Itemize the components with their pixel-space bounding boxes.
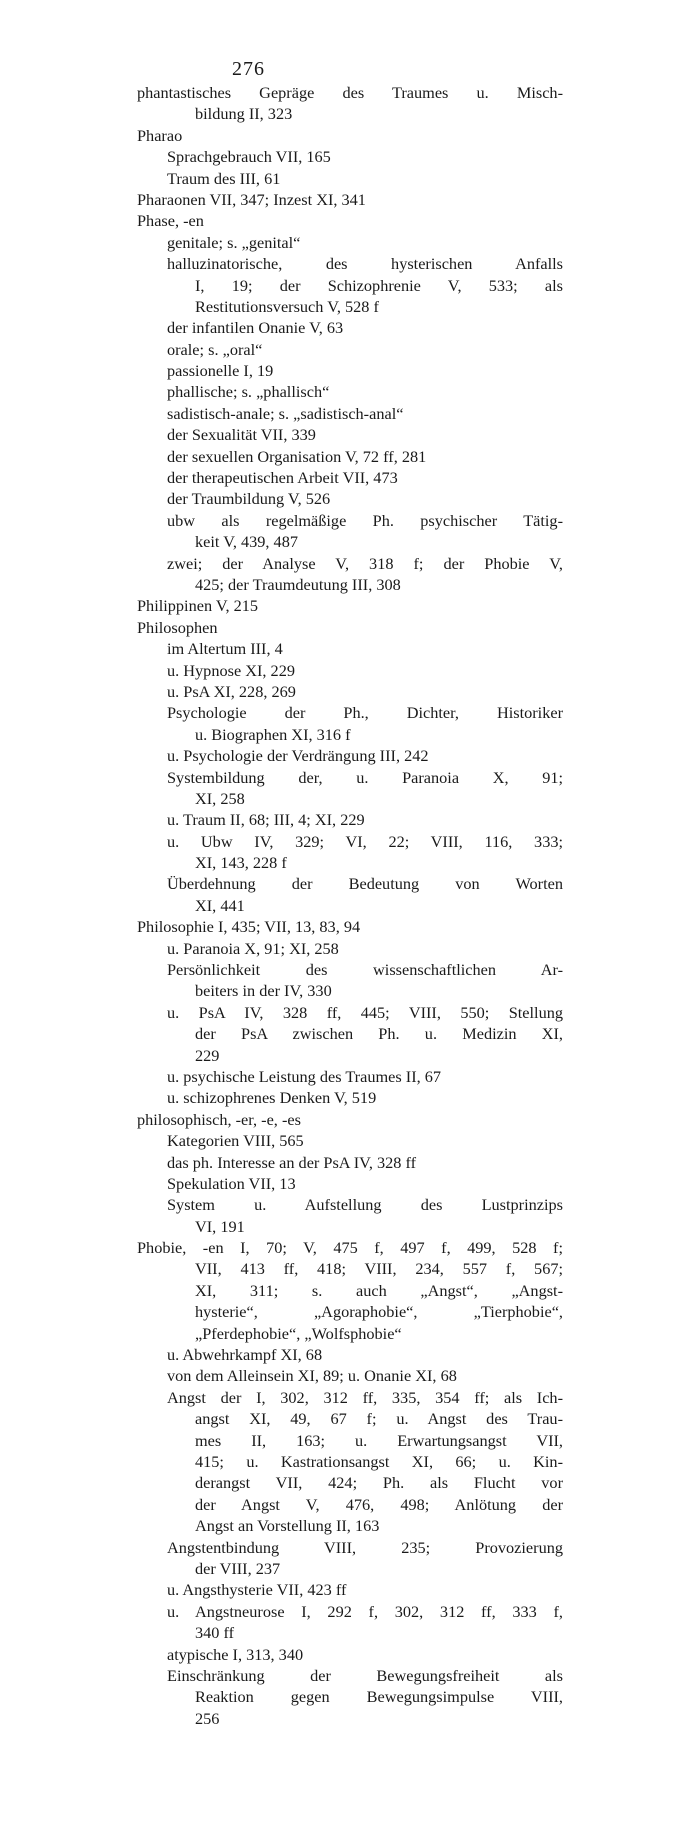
index-subentry: u. PsA IV, 328 ff, 445; VIII, 550; Stellung <box>167 1002 563 1022</box>
index-subentry: orale; s. „oral“ <box>167 339 263 359</box>
index-heading: Phase, -en <box>137 211 204 231</box>
index-continuation: keit V, 439, 487 <box>195 532 298 552</box>
index-continuation: Angst an Vorstellung II, 163 <box>195 1516 380 1536</box>
index-subentry: genitale; s. „genital“ <box>167 232 301 252</box>
index-subentry: phallische; s. „phallisch“ <box>167 382 330 402</box>
index-continuation: der VIII, 237 <box>195 1558 281 1578</box>
index-subentry: Systembildung der, u. Paranoia X, 91; <box>167 767 563 787</box>
index-heading: Philosophen <box>137 617 218 637</box>
index-subentry: u. psychische Leistung des Traumes II, 67 <box>167 1066 442 1086</box>
index-continuation: XI, 311; s. auch „Angst“, „Angst- <box>195 1280 563 1300</box>
index-continuation: 425; der Traumdeutung III, 308 <box>195 574 401 594</box>
index-subentry: der sexuellen Organisation V, 72 ff, 281 <box>167 446 427 466</box>
index-continuation: 340 ff <box>195 1623 235 1643</box>
index-subentry: u. Hypnose XI, 229 <box>167 660 295 680</box>
index-subentry: von dem Alleinsein XI, 89; u. Onanie XI, 68 <box>167 1366 457 1386</box>
index-subentry: Persönlichkeit des wissenschaftlichen Ar- <box>167 960 563 980</box>
page-number: 276 <box>232 58 265 80</box>
index-subentry: der Sexualität VII, 339 <box>167 425 316 445</box>
index-subentry: Spekulation VII, 13 <box>167 1173 296 1193</box>
index-subentry: der Traumbildung V, 526 <box>167 489 331 509</box>
index-continuation: „Pferdephobie“, „Wolfsphobie“ <box>195 1323 402 1343</box>
index-continuation: VII, 413 ff, 418; VIII, 234, 557 f, 567; <box>195 1259 563 1279</box>
index-heading: Pharao <box>137 125 183 145</box>
index-subentry: das ph. Interesse an der PsA IV, 328 ff <box>167 1152 417 1172</box>
index-subentry: Traum des III, 61 <box>167 168 281 188</box>
index-subentry: Angstentbindung VIII, 235; Provozierung <box>167 1537 563 1557</box>
index-entries <box>137 82 563 1729</box>
index-subentry: u. PsA XI, 228, 269 <box>167 681 296 701</box>
index-continuation: VI, 191 <box>195 1216 245 1236</box>
index-continuation: angst XI, 49, 67 f; u. Angst des Trau- <box>195 1409 563 1429</box>
index-subentry: u. Angstneurose I, 292 f, 302, 312 ff, 333 f, <box>167 1601 563 1621</box>
index-continuation: mes II, 163; u. Erwartungsangst VII, <box>195 1430 563 1450</box>
index-continuation: I, 19; der Schizophrenie V, 533; als <box>195 275 563 295</box>
index-continuation: u. Biographen XI, 316 f <box>195 724 351 744</box>
index-subentry: u. Abwehrkampf XI, 68 <box>167 1345 323 1365</box>
index-subentry: Überdehnung der Bedeutung von Worten <box>167 874 563 894</box>
index-subentry: halluzinatorische, des hysterischen Anfalls <box>167 254 563 274</box>
index-subentry: sadistisch-anale; s. „sadistisch-anal“ <box>167 403 404 423</box>
index-heading: Phobie, -en I, 70; V, 475 f, 497 f, 499, 528 f; <box>137 1238 563 1258</box>
index-subentry: im Altertum III, 4 <box>167 639 283 659</box>
index-subentry: System u. Aufstellung des Lustprinzips <box>167 1195 563 1215</box>
index-subentry: passionelle I, 19 <box>167 361 274 381</box>
index-continuation: Reaktion gegen Bewegungsimpulse VIII, <box>195 1687 563 1707</box>
index-continuation: der PsA zwischen Ph. u. Medizin XI, <box>195 1024 563 1044</box>
index-subentry: u. Psychologie der Verdrängung III, 242 <box>167 746 429 766</box>
index-continuation: beiters in der IV, 330 <box>195 981 332 1001</box>
index-subentry: Psychologie der Ph., Dichter, Historiker <box>167 703 563 723</box>
index-subentry: der infantilen Onanie V, 63 <box>167 318 344 338</box>
index-continuation: 415; u. Kastrationsangst XI, 66; u. Kin- <box>195 1452 563 1471</box>
index-subentry: u. schizophrenes Denken V, 519 <box>167 1088 377 1108</box>
index-subentry: Kategorien VIII, 565 <box>167 1131 304 1151</box>
index-subentry: zwei; der Analyse V, 318 f; der Phobie V, <box>167 553 563 573</box>
index-continuation: XI, 441 <box>195 895 245 915</box>
index-heading: philosophisch, -er, -e, -es <box>137 1109 301 1129</box>
index-continuation: hysterie“, „Agoraphobie“, „Tierphobie“, <box>195 1302 563 1322</box>
index-subentry: atypische I, 313, 340 <box>167 1644 304 1664</box>
index-continuation: XI, 258 <box>195 788 245 808</box>
index-continuation: bildung II, 323 <box>195 104 293 124</box>
index-continuation: XI, 143, 228 f <box>195 853 287 873</box>
index-heading: Pharaonen VII, 347; Inzest XI, 341 <box>137 189 366 209</box>
index-heading: phantastisches Gepräge des Traumes u. Misch- <box>137 83 563 102</box>
index-subentry: Angst der I, 302, 312 ff, 335, 354 ff; als Ich- <box>167 1387 563 1407</box>
index-subentry: u. Paranoia X, 91; XI, 258 <box>167 938 339 958</box>
index-subentry: u. Angsthysterie VII, 423 ff <box>167 1580 347 1600</box>
index-subentry: ubw als regelmäßige Ph. psychischer Tätig- <box>167 510 563 530</box>
index-continuation: 256 <box>195 1708 220 1728</box>
index-subentry: u. Traum II, 68; III, 4; XI, 229 <box>167 810 365 830</box>
index-subentry: der therapeutischen Arbeit VII, 473 <box>167 468 398 488</box>
index-continuation: 229 <box>195 1045 220 1065</box>
index-continuation: der Angst V, 476, 498; Anlötung der <box>195 1494 563 1514</box>
index-subentry: Sprachgebrauch VII, 165 <box>167 147 331 167</box>
index-subentry: u. Ubw IV, 329; VI, 22; VIII, 116, 333; <box>167 831 563 851</box>
index-continuation: derangst VII, 424; Ph. als Flucht vor <box>195 1473 563 1493</box>
index-continuation: Restitutionsversuch V, 528 f <box>195 296 379 316</box>
index-heading: Philippinen V, 215 <box>137 596 259 616</box>
index-heading: Philosophie I, 435; VII, 13, 83, 94 <box>137 917 361 937</box>
index-subentry: Einschränkung der Bewegungsfreiheit als <box>167 1665 563 1685</box>
